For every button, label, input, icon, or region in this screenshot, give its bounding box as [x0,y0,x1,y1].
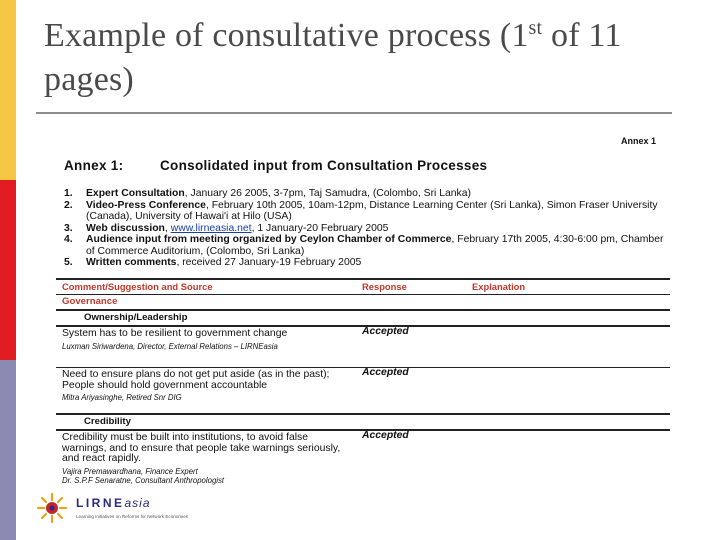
list-item: 5. Written comments, received 27 January-19 February 2005 [64,257,362,268]
response-value: Accepted [362,326,409,337]
sun-logo-icon [36,492,68,524]
comment-source: Luxman Siriwardena, Director, External Relations – LIRNEasia [62,341,278,351]
annex-tag: Annex 1 [620,136,656,146]
title-divider [36,112,672,114]
table-row [56,430,670,485]
comment-source-2: Dr. S.P.F Senaratne, Consultant Anthropologist [62,475,225,485]
list-item: 3. Web discussion, www.lirneasia.net, 1 January-20 February 2005 [64,222,389,234]
scanned-document [52,130,672,485]
subsection-credibility: Credibility [84,416,131,427]
color-strip-red [0,180,16,360]
comment-text: System has to be resilient to government change [62,328,288,339]
document-heading [64,158,487,173]
consultation-table [56,278,670,485]
subsection-ownership: Ownership/Leadership [84,312,188,323]
column-header: Comment/Suggestion and Source [62,281,213,292]
comment-source: Mitra Ariyasinghe, Retired Snr DIG [62,393,182,403]
logo-wordmark: LIRNEasia [76,496,151,510]
section-governance: Governance [62,296,118,307]
column-header: Explanation [472,281,526,292]
comment-source: Vajira Premawardhana, Finance Expert [62,466,198,476]
comment-text: Need to ensure plans do not get put aside (as in the past); People should hold government accountable [62,369,330,391]
lirneasia-logo [36,490,206,530]
table-header-row [56,280,670,294]
table-row [56,368,670,413]
heading-number: Annex 1: [64,158,124,173]
list-item: 4. Audience input from meeting organized by Ceylon Chamber of Commerce, February 17th 2005, 4:30-6:00 pm, Chamber of Commerce Auditorium, (Colombo, Sri Lanka) [64,234,664,257]
title-superscript: st [528,17,543,39]
slide-title: Example of consultative process (1st of 11 pages) [44,17,622,98]
comment-text: Credibility must be built into institutions, to avoid false warnings, and to ensure that people take warnings seriously, and react rapidly. [62,432,341,465]
web-discussion-link[interactable]: www.lirneasia.net [170,222,252,234]
color-strip-yellow [0,0,16,180]
list-item: 1. Expert Consultation, January 26 2005, 3-7pm, Taj Samudra, (Colombo, Sri Lanka) [64,188,471,199]
response-value: Accepted [362,367,409,378]
logo-tagline: Learning Initiatives on Reforms for Network Economies [76,514,189,519]
consultation-event-list [64,188,664,269]
heading-text: Consolidated input from Consultation Processes [160,158,488,173]
list-item: 2. Video-Press Conference, February 10th 2005, 10am-12pm, Distance Learning Center (Sri Lanka), Simon Fraser University (Canada), University of Hawai'i at Hilo (USA) [64,199,658,222]
color-strip-purple [0,360,16,540]
column-header: Response [362,281,407,292]
response-value: Accepted [362,430,409,441]
table-row [56,327,670,367]
